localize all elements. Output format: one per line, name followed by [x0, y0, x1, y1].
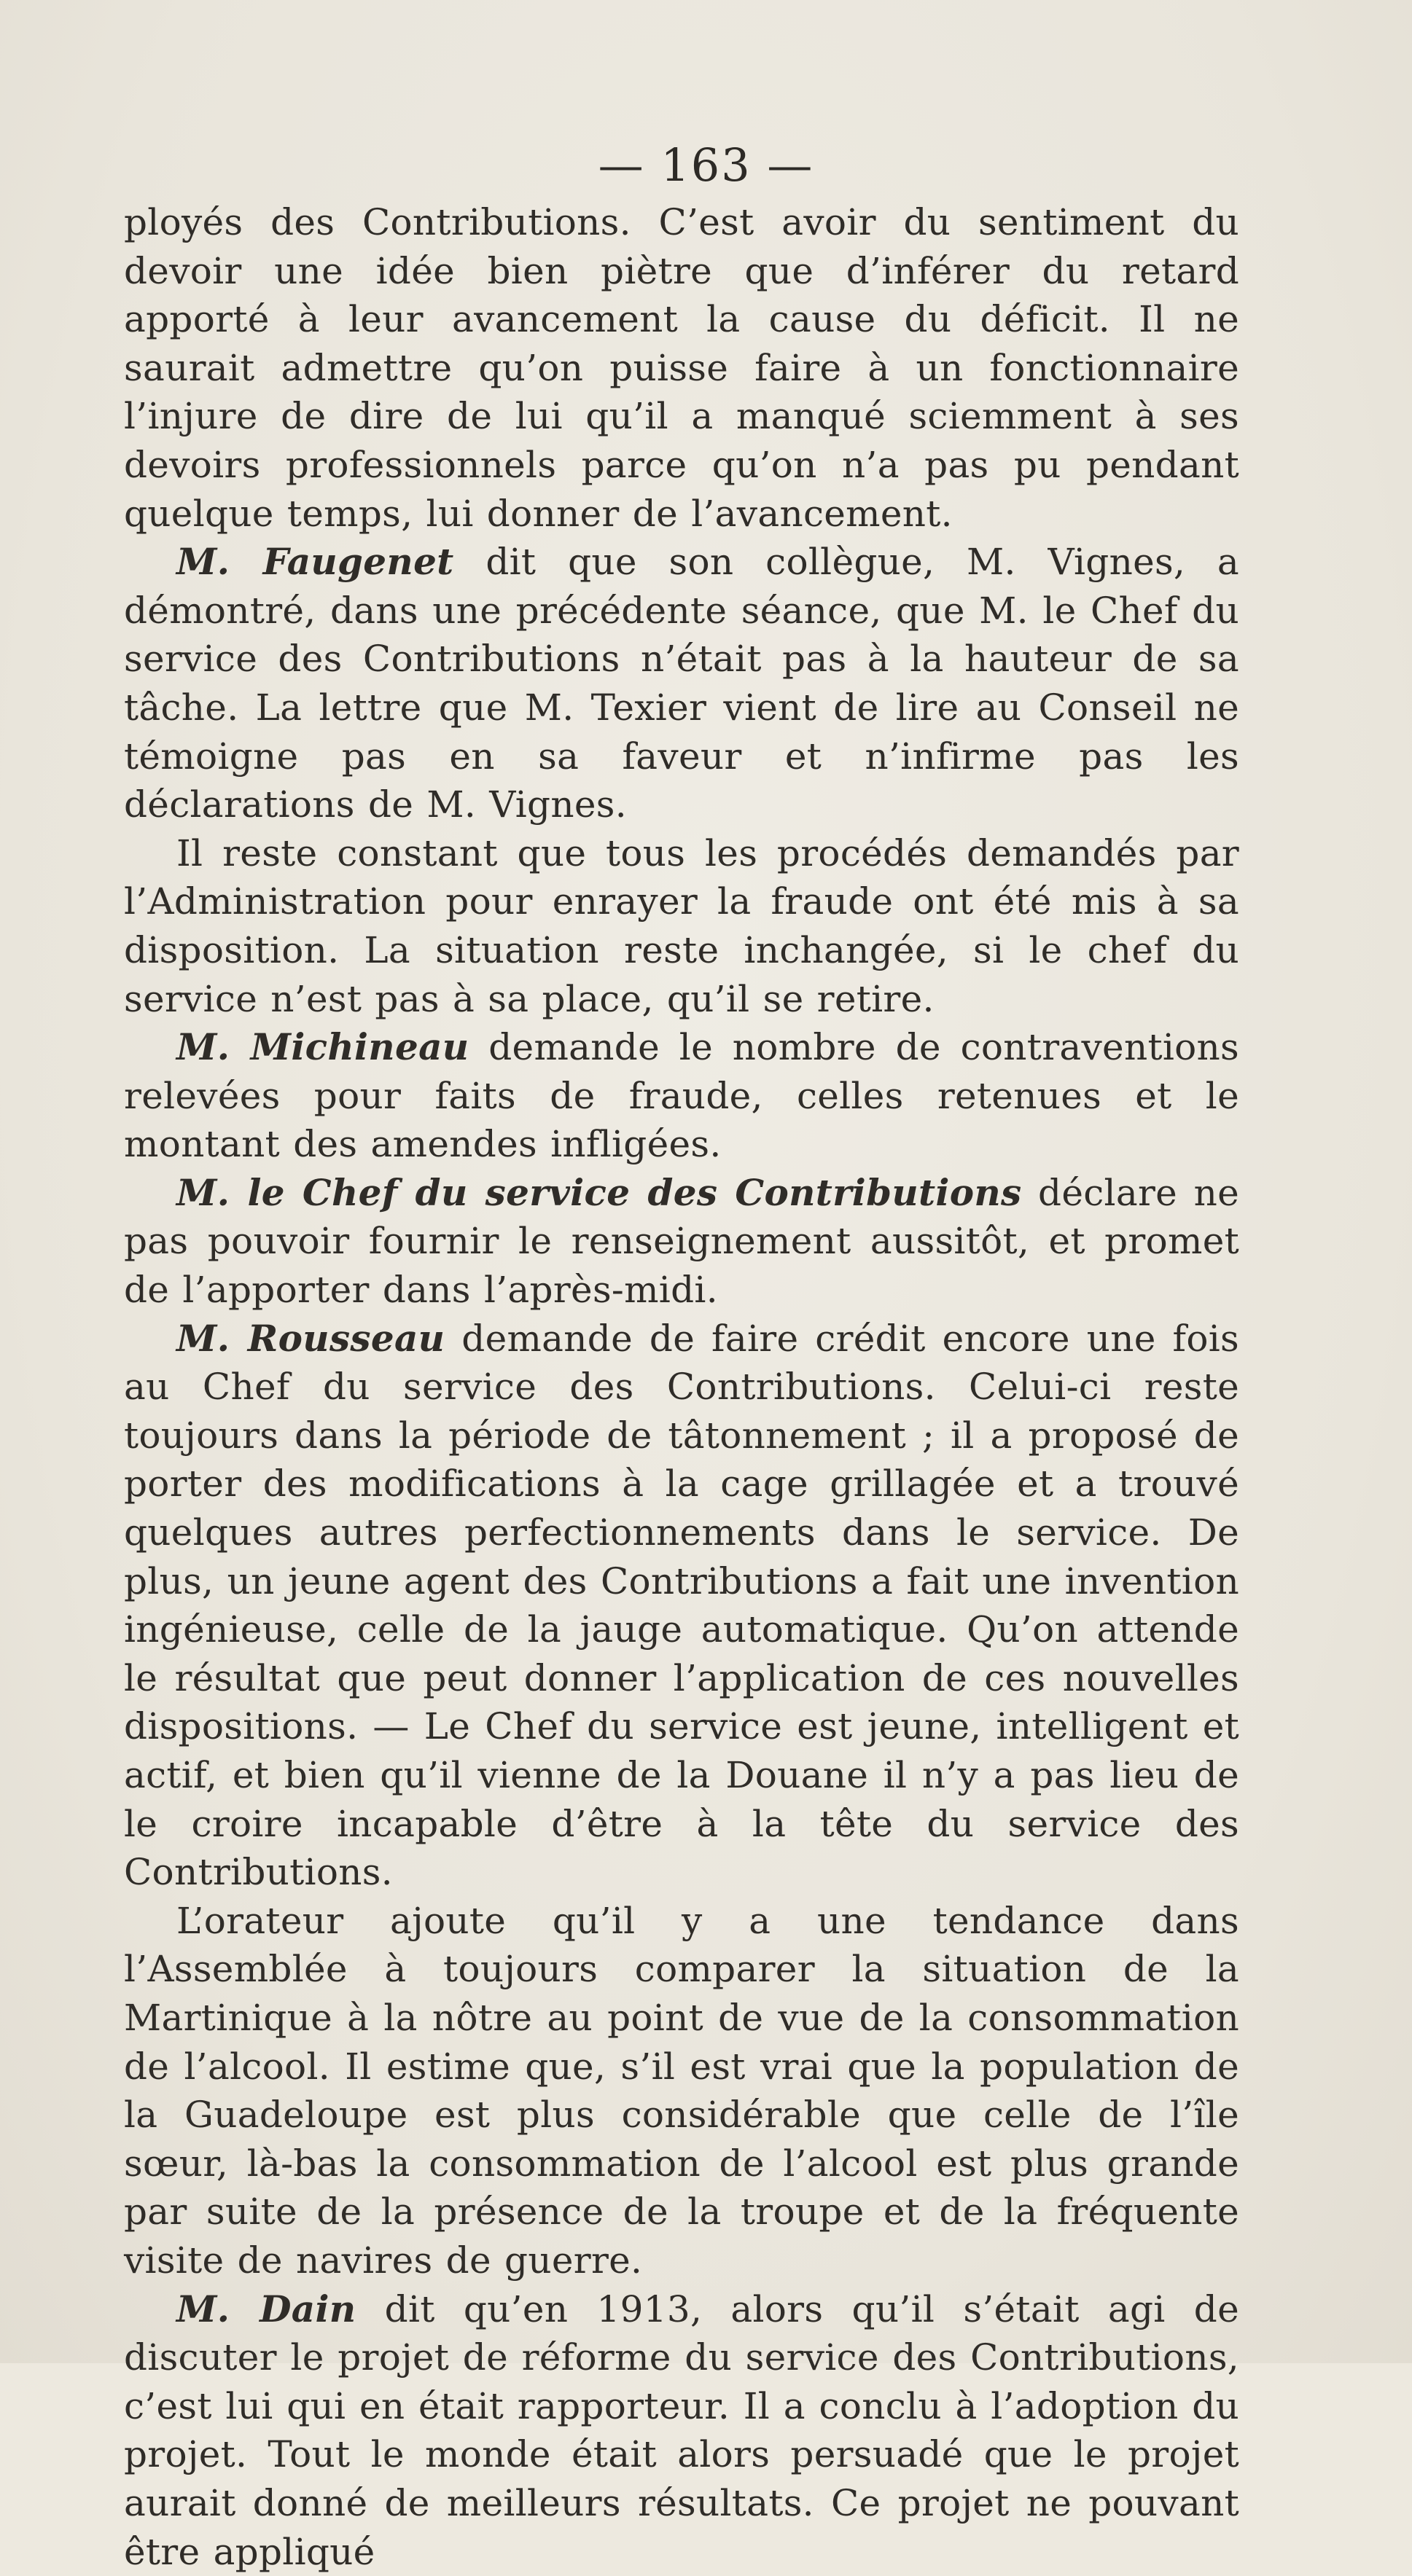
page-number: — 163 — — [598, 138, 814, 192]
paragraph — [124, 829, 1239, 1023]
paragraph — [124, 2285, 1239, 2576]
paragraph-text: dit que son collègue, M. Vignes, a démontré, dans une précédente séance, que M. le Chef du service des Contributions n’était pas à la hauteur de sa tâche. La lettre que M. Texier vient de lire au Conseil ne témoigne pas en sa faveur et n’infirme pas les déclarations de M. Vignes. — [124, 541, 1239, 826]
speaker-name: M. Faugenet — [176, 540, 454, 584]
paragraph-text: demande le nombre de contraventions relevées pour faits de fraude, celles retenues et le montant des amendes infligées. — [124, 1026, 1239, 1166]
page-body — [124, 198, 1239, 2576]
paragraph-text: Il reste constant que tous les procédés demandés par l’Administration pour enrayer la fraude ont été mis à sa disposition. La situation reste inchangée, si le chef du service n’est pas à sa place, qu’il se retire. — [124, 831, 1239, 1020]
speaker-name: M. Rousseau — [176, 1316, 445, 1360]
paragraph-text: dit qu’en 1913, alors qu’il s’était agi de discuter le projet de réforme du service des Contributions, c’est lui qui en était rapporteur. Il a conclu à l’adoption du projet. Tout le monde était alors persuadé que le projet aurait donné de meilleurs résultats. Ce projet ne pouvant être appliqué — [124, 2287, 1239, 2573]
paragraph — [124, 1169, 1239, 1315]
speaker-name: M. Dain — [176, 2287, 356, 2330]
paragraph — [124, 1897, 1239, 2285]
paragraph-text: déclare ne pas pouvoir fournir le renseignement aussitôt, et promet de l’apporter dans l’après-midi. — [124, 1171, 1239, 1312]
paragraph-text: L’orateur ajoute qu’il y a une tendance dans l’Assemblée à toujours comparer la situation de la Martinique à la nôtre au point de vue de la consommation de l’alcool. Il estime que, s’il est vrai que la population de la Guadeloupe est plus considérable que celle de l’île sœur, là-bas la consommation de l’alcool est plus grande par suite de la présence de la troupe et de la fréquente visite de navires de guerre. — [124, 1899, 1239, 2282]
speaker-name: M. Michineau — [176, 1025, 469, 1069]
paragraph — [124, 1023, 1239, 1169]
speaker-name: M. le Chef du service des Contributions — [176, 1170, 1022, 1214]
paragraph — [124, 198, 1239, 538]
paragraph — [124, 538, 1239, 829]
paragraph-text: ployés des Contributions. C’est avoir du sentiment du devoir une idée bien piètre que d’inférer du retard apporté à leur avancement la cause du déficit. Il ne saurait admettre qu’on puisse faire à un fonctionnaire l’injure de dire de lui qu’il a manqué sciemment à ses devoirs professionnels parce qu’on n’a pas pu pendant quelque temps, lui donner de l’avancement. — [124, 201, 1239, 535]
paragraph — [124, 1315, 1239, 1897]
paragraph-text: demande de faire crédit encore une fois au Chef du service des Contributions. Celui-ci reste toujours dans la période de tâtonnement ; il a proposé de porter des modifications à la cage grillagée et a trouvé quelques autres perfectionnements dans le service. De plus, un jeune agent des Contributions a fait une invention ingénieuse, celle de la jauge automatique. Qu’on attende le résultat que peut donner l’application de ces nouvelles dispositions. — Le Chef du service est jeune, intelligent et actif, et bien qu’il vienne de la Douane il n’y a pas lieu de le croire incapable d’être à la tête du service des Contributions. — [124, 1317, 1240, 1894]
